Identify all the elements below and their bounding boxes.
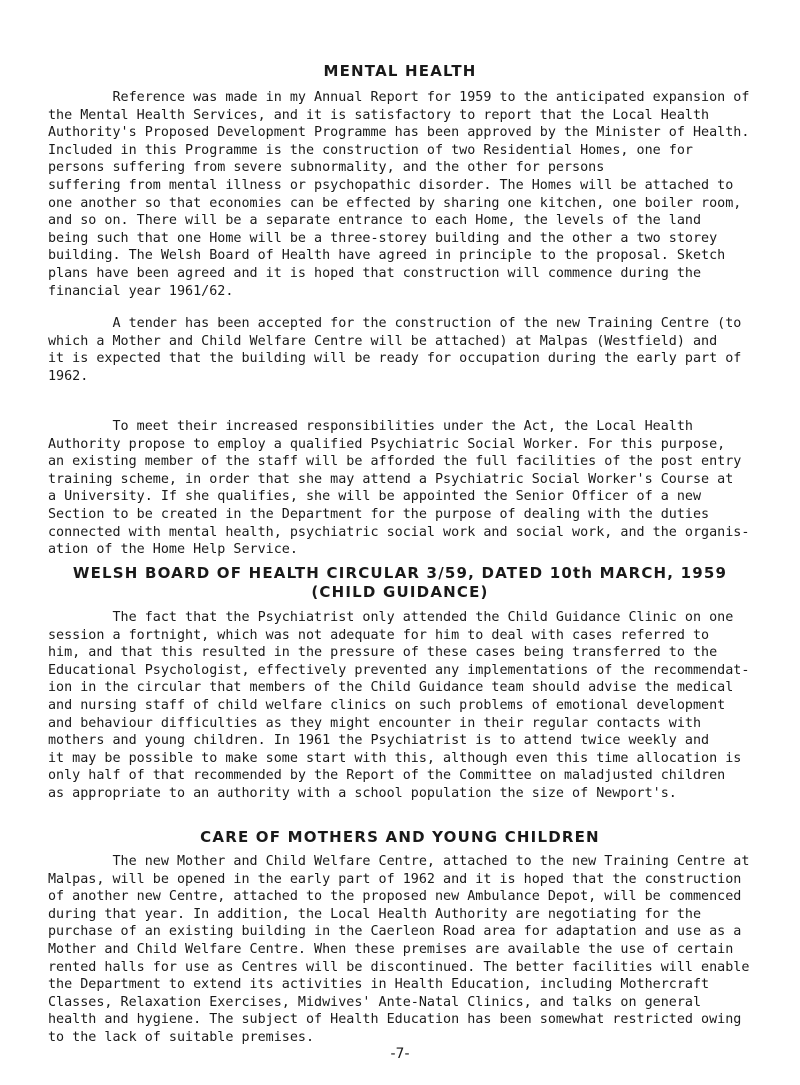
text-line: him, and that this resulted in the pressure of these cases being transferred to the [48, 645, 718, 661]
paragraph-child-guidance-clinic [48, 609, 758, 803]
text-line: building. The Welsh Board of Health have agreed in principle to the proposal. Sketch [48, 248, 726, 264]
text-line: To meet their increased responsibilities under the Act, the Local Health [48, 419, 693, 434]
text-line: Authority's Proposed Development Programme has been approved by the Minister of Health. [48, 125, 750, 141]
text-line: Reference was made in my Annual Report for 1959 to the anticipated expansion of [48, 90, 750, 105]
text-line: the Department to extend its activities in Health Education, including Mothercraft [48, 977, 710, 993]
text-line: to the lack of suitable premises. [48, 1029, 315, 1045]
text-line: 1962. [48, 368, 89, 384]
paragraph-welfare-centre [48, 853, 758, 1047]
text-line: and behaviour difficulties as they might encounter in their regular contacts with [48, 715, 702, 731]
text-line: The fact that the Psychiatrist only attended the Child Guidance Clinic on one [48, 610, 734, 625]
text-line: plans have been agreed and it is hoped that construction will commence during the [48, 265, 702, 281]
paragraph-psychiatric-social-worker [48, 418, 758, 559]
text-line: suffering from mental illness or psychopathic disorder. The Homes will be attached to [48, 177, 734, 193]
text-line: during that year. In addition, the Local Health Authority are negotiating for the [48, 906, 702, 922]
text-line: which a Mother and Child Welfare Centre will be attached) at Malpas (Westfield) and [48, 333, 718, 349]
text-line: Mother and Child Welfare Centre. When these premises are available the use of certain [48, 941, 734, 957]
heading-mental-health: MENTAL HEALTH [323, 62, 477, 80]
text-line: purchase of an existing building in the Caerleon Road area for adaptation and use as a [48, 924, 742, 940]
text-line: Section to be created in the Department for the purpose of dealing with the duties [48, 506, 710, 522]
text-line: training scheme, in order that she may attend a Psychiatric Social Worker's Course at [48, 471, 734, 487]
text-line: it is expected that the building will be ready for occupation during the early part of [48, 351, 742, 367]
text-line: financial year 1961/62. [48, 283, 234, 299]
text-line: connected with mental health, psychiatric social work and social work, and the organis- [48, 524, 750, 540]
text-line: persons suffering from severe subnormality, and the other for persons [48, 160, 605, 176]
text-line: one another so that economies can be effected by sharing one kitchen, one boiler room, [48, 195, 742, 211]
text-line: Malpas, will be opened in the early part of 1962 and it is hoped that the construction [48, 871, 742, 887]
paragraph-development-programme [48, 89, 758, 300]
text-line: Classes, Relaxation Exercises, Midwives' Ante-Natal Clinics, and talks on general [48, 994, 702, 1010]
text-line: Included in this Programme is the construction of two Residential Homes, one for [48, 142, 693, 158]
text-line: ion in the circular that members of the Child Guidance team should advise the medical [48, 680, 734, 696]
text-line: A tender has been accepted for the construction of the new Training Centre (to [48, 316, 742, 331]
text-line: session a fortnight, which was not adequate for him to deal with cases referred to [48, 627, 710, 643]
heading-welsh-board-circular: WELSH BOARD OF HEALTH CIRCULAR 3/59, DATED 10th MARCH, 1959 [72, 564, 728, 582]
text-line: and nursing staff of child welfare clinics on such problems of emotional development [48, 697, 726, 713]
text-line: of another new Centre, attached to the proposed new Ambulance Depot, will be commenced [48, 889, 742, 905]
text-line: being such that one Home will be a three-storey building and the other a two storey [48, 230, 718, 246]
text-line: and so on. There will be a separate entrance to each Home, the levels of the land [48, 213, 702, 229]
text-line: an existing member of the staff will be afforded the full facilities of the post entry [48, 454, 742, 470]
text-line: a University. If she qualifies, she will be appointed the Senior Officer of a new [48, 489, 702, 505]
text-line: The new Mother and Child Welfare Centre, attached to the new Training Centre at [48, 854, 750, 869]
text-line: it may be possible to make some start with this, although even this time allocation is [48, 750, 742, 766]
text-line: mothers and young children. In 1961 the Psychiatrist is to attend twice weekly and [48, 733, 710, 749]
text-line: the Mental Health Services, and it is satisfactory to report that the Local Health [48, 107, 710, 123]
text-line: health and hygiene. The subject of Health Education has been somewhat restricted owing [48, 1012, 742, 1028]
page-number: -7- [390, 1046, 410, 1062]
paragraph-training-centre-tender [48, 315, 758, 385]
text-line: Authority propose to employ a qualified Psychiatric Social Worker. For this purpose, [48, 436, 726, 452]
text-line: ation of the Home Help Service. [48, 542, 298, 558]
text-line: as appropriate to an authority with a school population the size of Newport's. [48, 785, 677, 801]
text-line: rented halls for use as Centres will be discontinued. The better facilities will enable [48, 959, 750, 975]
heading-child-guidance: (CHILD GUIDANCE) [311, 583, 489, 601]
text-line: only half of that recommended by the Report of the Committee on maladjusted children [48, 768, 726, 784]
heading-care-of-mothers: CARE OF MOTHERS AND YOUNG CHILDREN [200, 828, 600, 846]
text-line: Educational Psychologist, effectively prevented any implementations of the recommendat- [48, 662, 750, 678]
